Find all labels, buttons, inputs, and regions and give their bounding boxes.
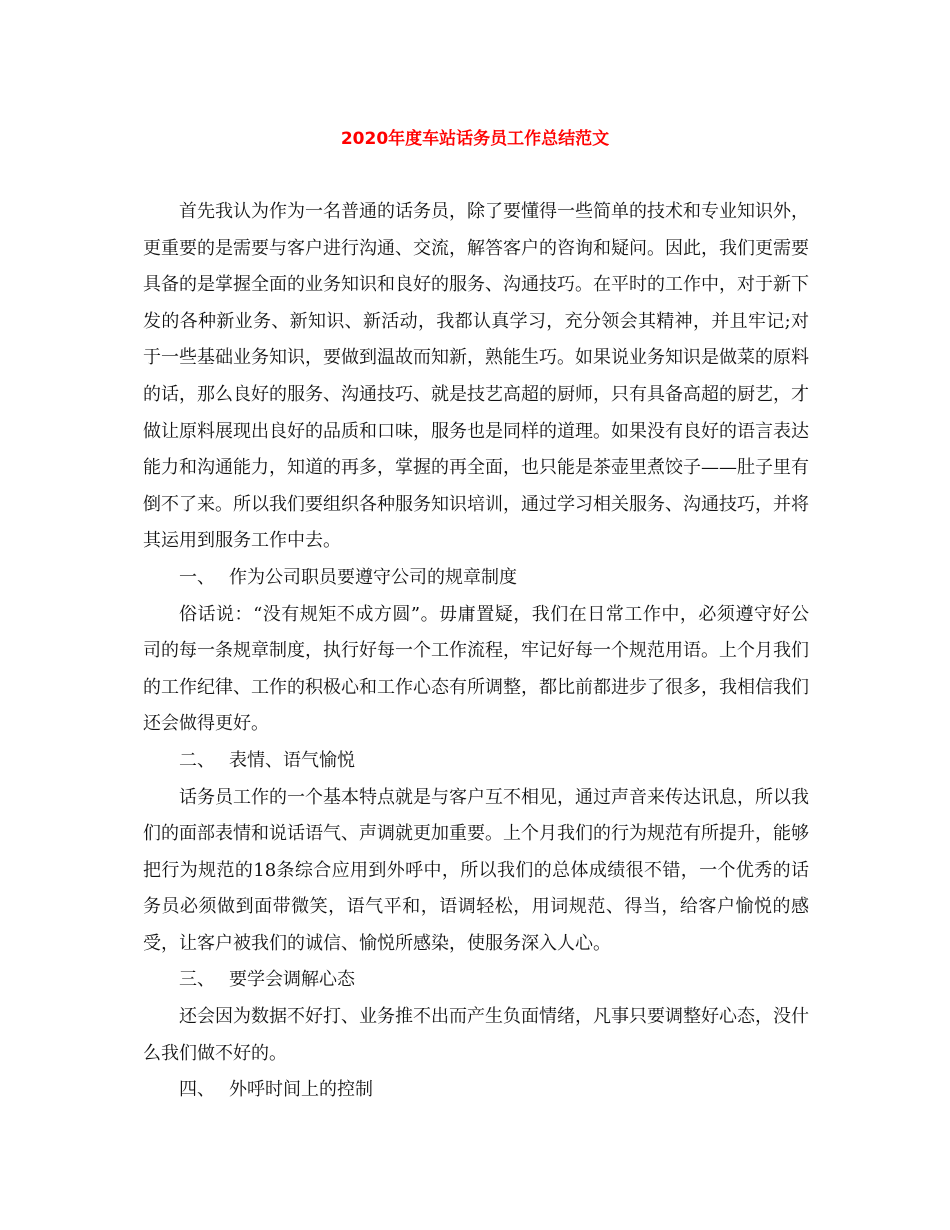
section-heading-2 [143,743,809,780]
document-body [143,194,809,1109]
paragraph-intro: 首先我认为作为一名普通的话务员，除了要懂得一些简单的技术和专业知识外，更重要的是需要与客户进行沟通、交流，解答客户的咨询和疑问。因此，我们更需要具备的是掌握全面的业务知识和良好的服务、沟通技巧。在平时的工作中，对于新下发的各种新业务、新知识、新活动，我都认真学习，充分领会其精神，并且牢记;对于一些基础业务知识，要做到温故而知新，熟能生巧。如果说业务知识是做菜的原料的话，那么良好的服务、沟通技巧、就是技艺高超的厨师，只有具备高超的厨艺，才做让原料展现出良好的品质和口味，服务也是同样的道理。如果没有良好的语言表达能力和沟通能力，知道的再多，掌握的再全面，也只能是茶壶里煮饺子——肚子里有倒不了来。所以我们要组织各种服务知识培训，通过学习相关服务、沟通技巧，并将其运用到服务工作中去。 [143,201,809,552]
paragraph-section-1: 俗话说：“没有规矩不成方圆”。毋庸置疑，我们在日常工作中，必须遵守好公司的每一条规章制度，执行好每一个工作流程，牢记好每一个规范用语。上个月我们的工作纪律、工作的积极心和工作心态有所调整，都比前都进步了很多，我相信我们还会做得更好。 [143,603,809,735]
section-heading-1 [143,560,809,597]
document-title: 2020年度车站话务员工作总结范文 [340,129,610,149]
section-title: 作为公司职员要遵守公司的规章制度 [229,566,517,588]
section-number: 二、 [179,749,215,771]
section-title: 表情、语气愉悦 [229,749,355,771]
paragraph-section-3: 还会因为数据不好打、业务推不出而产生负面情绪，凡事只要调整好心态，没什么我们做不好的。 [143,1006,809,1064]
section-title: 要学会调解心态 [229,969,355,991]
section-number: 四、 [179,1079,215,1101]
section-number: 三、 [179,969,215,991]
section-title: 外呼时间上的控制 [229,1079,373,1101]
section-heading-4 [143,1072,809,1109]
paragraph-section-2: 话务员工作的一个基本特点就是与客户互不相见，通过声音来传达讯息，所以我们的面部表情和说话语气、声调就更加重要。上个月我们的行为规范有所提升，能够把行为规范的18条综合应用到外呼中，所以我们的总体成绩很不错，一个优秀的话务员必须做到面带微笑，语气平和，语调轻松，用词规范、得当，给客户愉悦的感受，让客户被我们的诚信、愉悦所感染，使服务深入人心。 [143,786,809,954]
section-heading-3 [143,962,809,999]
section-number: 一、 [179,566,215,588]
